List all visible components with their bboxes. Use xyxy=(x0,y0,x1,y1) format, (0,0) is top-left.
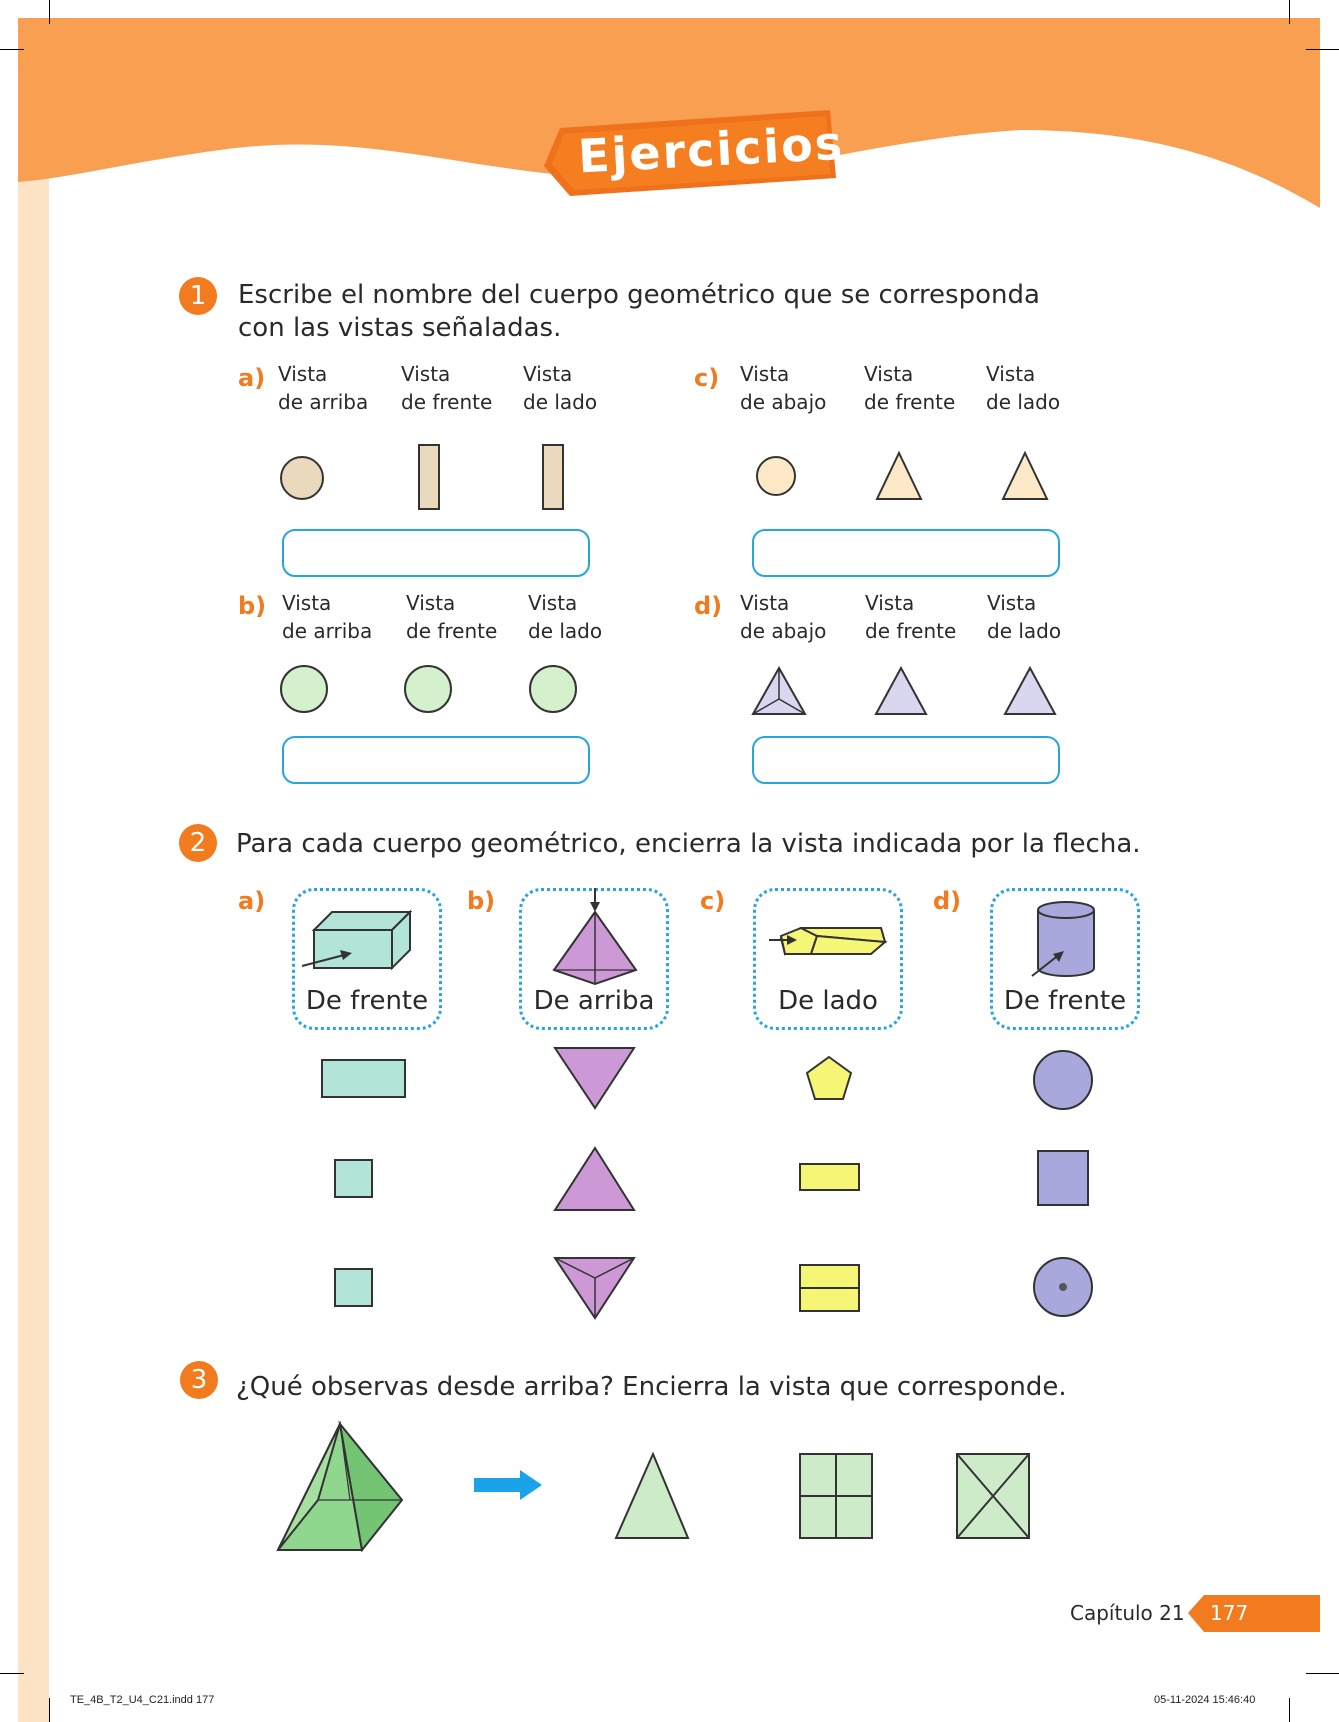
crop-mark xyxy=(1306,1673,1339,1674)
q1c-view-2 xyxy=(864,360,955,416)
q1b-label: b) xyxy=(238,592,267,620)
circle-view xyxy=(405,666,451,712)
right-arrow-icon xyxy=(474,1470,542,1500)
view-side: de arriba xyxy=(278,390,369,414)
q2c-option-rectangle[interactable] xyxy=(800,1164,859,1190)
question-2-number: 2 xyxy=(179,824,217,862)
view-word: Vista xyxy=(740,362,790,386)
view-side: de lado xyxy=(986,390,1061,414)
q2b-option-pyramid-top[interactable] xyxy=(555,1258,634,1318)
view-side: de abajo xyxy=(740,619,827,643)
crop-mark xyxy=(0,49,24,50)
crop-mark xyxy=(0,1673,24,1674)
q2a-caption: De frente xyxy=(305,986,429,1016)
q2b-caption: De arriba xyxy=(533,986,655,1016)
view-side: de frente xyxy=(864,390,956,414)
q3-option-triangle[interactable] xyxy=(616,1454,688,1538)
q2a-label: a) xyxy=(238,887,266,915)
q3-figures xyxy=(270,1420,1050,1560)
question-3-text: ¿Qué observas desde arriba? Encierra la vista que corresponde. xyxy=(236,1372,1067,1402)
q2a-option-rectangle[interactable] xyxy=(322,1060,405,1097)
triangle-view xyxy=(1003,453,1047,499)
chapter-label: Capítulo 21 xyxy=(1070,1601,1185,1625)
q1a-answer-box[interactable] xyxy=(282,529,590,577)
view-side: de lado xyxy=(528,619,603,643)
q1c-view-1 xyxy=(740,360,826,416)
q1d-answer-box[interactable] xyxy=(752,736,1060,784)
q2d-label: d) xyxy=(933,887,962,915)
circle-view xyxy=(281,666,327,712)
q1c-label: c) xyxy=(694,364,720,392)
q3-pyramid xyxy=(278,1424,402,1550)
q1d-view-3 xyxy=(987,589,1061,645)
q2d-cylinder xyxy=(990,888,1140,988)
q1d-view-1 xyxy=(740,589,826,645)
q2a-option-square[interactable] xyxy=(335,1269,372,1306)
q2b-option-triangle-up[interactable] xyxy=(555,1148,634,1210)
q1b-view-1 xyxy=(282,589,372,645)
q1a-label: a) xyxy=(238,364,266,392)
q1c-view-3 xyxy=(986,360,1060,416)
triangle-view xyxy=(877,453,921,499)
q1c-answer-box[interactable] xyxy=(752,529,1060,577)
q3-option-square-cross[interactable] xyxy=(800,1454,872,1538)
view-word: Vista xyxy=(406,591,456,615)
view-side: de frente xyxy=(406,619,498,643)
question-3-number: 3 xyxy=(180,1361,218,1399)
q1d-shapes xyxy=(740,662,1070,720)
view-side: de frente xyxy=(401,390,493,414)
rectangle-view xyxy=(543,445,563,509)
question-1-number: 1 xyxy=(179,277,217,315)
question-1-text-line1: Escribe el nombre del cuerpo geométrico que se corresponda xyxy=(238,280,1040,310)
slug-filename: TE_4B_T2_U4_C21.indd 177 xyxy=(70,1694,215,1706)
view-word: Vista xyxy=(986,362,1036,386)
question-1-text-line2: con las vistas señaladas. xyxy=(238,313,562,343)
view-word: Vista xyxy=(987,591,1037,615)
crop-mark xyxy=(1289,0,1290,24)
q1c-shapes xyxy=(740,445,1070,505)
crop-mark xyxy=(49,0,50,24)
q2c-option-split-rectangle[interactable] xyxy=(800,1265,859,1311)
view-word: Vista xyxy=(740,591,790,615)
q2d-caption: De frente xyxy=(1003,986,1127,1016)
page-number: 177 xyxy=(1210,1601,1249,1625)
q1b-shapes xyxy=(270,660,600,718)
q1b-view-2 xyxy=(406,589,497,645)
rectangle-view xyxy=(419,445,439,509)
view-side: de arriba xyxy=(282,619,373,643)
side-strip xyxy=(18,18,49,1722)
crop-mark xyxy=(1289,1698,1290,1722)
q2d-option-square[interactable] xyxy=(1038,1151,1088,1205)
page-number-tab xyxy=(1188,1595,1320,1632)
q2b-pyramid xyxy=(519,888,669,988)
view-word: Vista xyxy=(528,591,578,615)
circle-view xyxy=(281,457,323,499)
q2d-option-circle[interactable] xyxy=(1034,1051,1092,1109)
q2b-option-triangle-down[interactable] xyxy=(555,1048,634,1108)
view-word: Vista xyxy=(523,362,573,386)
q1a-view-1 xyxy=(278,360,368,416)
view-word: Vista xyxy=(865,591,915,615)
q1a-shapes xyxy=(270,440,600,510)
q2b-label: b) xyxy=(467,887,496,915)
view-side: de lado xyxy=(987,619,1062,643)
q1a-view-3 xyxy=(523,360,597,416)
q1d-view-2 xyxy=(865,589,956,645)
triangle-view xyxy=(1005,668,1055,714)
page-title: Ejercicios xyxy=(576,115,846,184)
q2-view-options xyxy=(300,1040,1150,1320)
view-side: de frente xyxy=(865,619,957,643)
view-word: Vista xyxy=(401,362,451,386)
crop-mark xyxy=(1306,49,1339,50)
view-word: Vista xyxy=(282,591,332,615)
q2c-pentagonal-prism xyxy=(753,888,903,988)
q2a-option-square[interactable] xyxy=(335,1160,372,1197)
view-word: Vista xyxy=(278,362,328,386)
triangle-view xyxy=(876,668,926,714)
q2d-option-circle-dot[interactable] xyxy=(1034,1258,1092,1316)
circle-view xyxy=(757,457,795,495)
q1b-answer-box[interactable] xyxy=(282,736,590,784)
q2a-prism xyxy=(292,888,442,988)
crop-mark xyxy=(49,1698,50,1722)
view-word: Vista xyxy=(864,362,914,386)
view-side: de abajo xyxy=(740,390,827,414)
q2c-option-pentagon[interactable] xyxy=(807,1057,851,1099)
slug-timestamp: 05-11-2024 15:46:40 xyxy=(1154,1694,1256,1706)
q1b-view-3 xyxy=(528,589,602,645)
circle-view xyxy=(530,666,576,712)
q1d-label: d) xyxy=(694,592,723,620)
q1a-view-2 xyxy=(401,360,492,416)
question-2-text: Para cada cuerpo geométrico, encierra la vista indicada por la flecha. xyxy=(236,829,1141,859)
view-side: de lado xyxy=(523,390,598,414)
q2c-label: c) xyxy=(700,887,726,915)
q3-option-square-diagonals[interactable] xyxy=(957,1454,1029,1538)
q2c-caption: De lado xyxy=(778,986,878,1016)
